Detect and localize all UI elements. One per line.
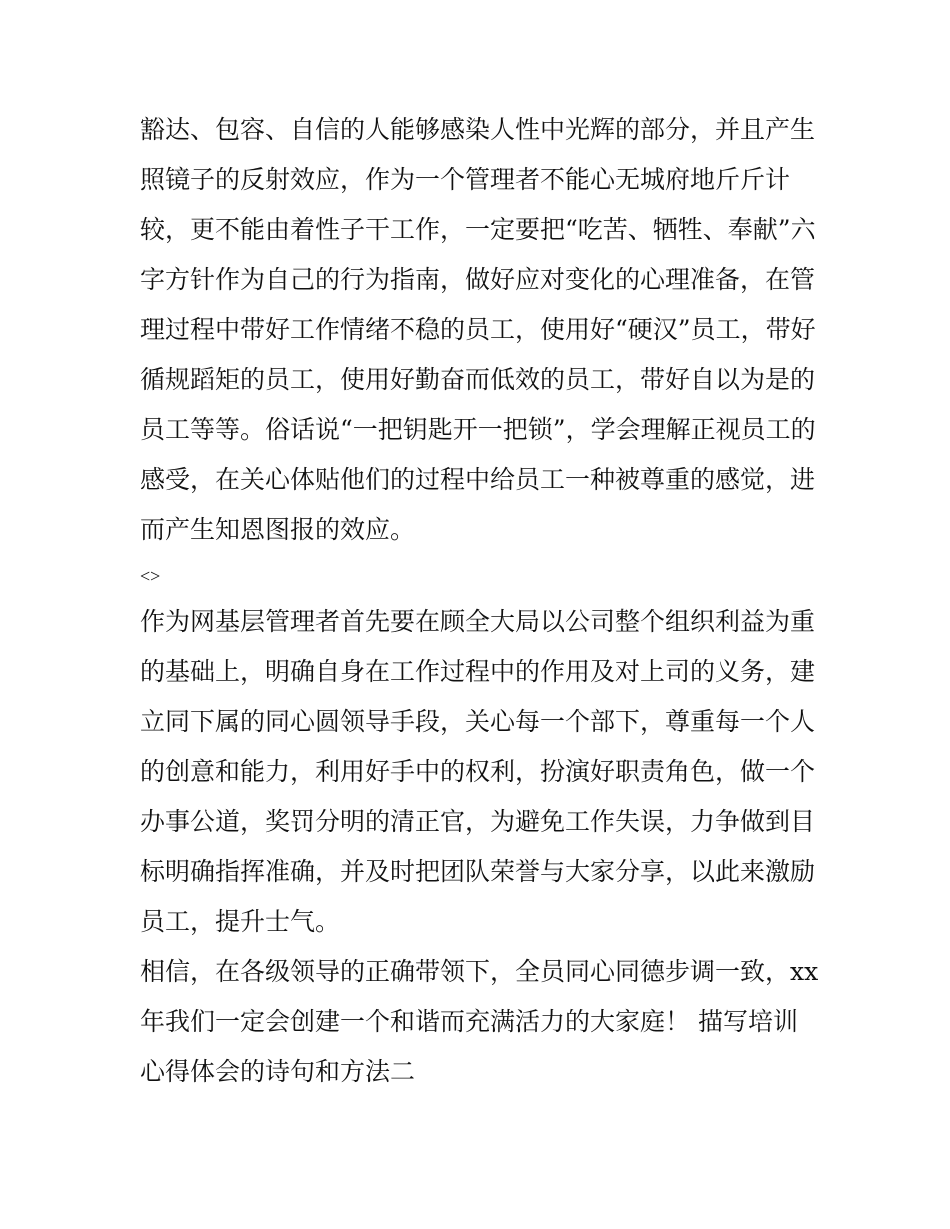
text-line: 员工，提升士气。 [140, 907, 341, 936]
text-line: 办事公道，奖罚分明的清正官，为避免工作失误，力争做到目 [140, 807, 816, 836]
text-line: 立同下属的同心圆领导手段，关心每一个部下，尊重每一个人 [140, 707, 816, 736]
document-body [140, 105, 820, 1097]
text-line: 相信，在各级领导的正确带领下，全员同心同德步调一致，xx [140, 957, 819, 986]
text-line: 而产生知恩图报的效应。 [140, 515, 416, 544]
section-separator: <> [140, 566, 161, 586]
text-line: 循规蹈矩的员工，使用好勤奋而低效的员工，带好自以为是的 [140, 365, 816, 394]
text-line: 理过程中带好工作情绪不稳的员工，使用好“硬汉”员工，带好 [140, 315, 816, 344]
text-line: 员工等等。俗话说“一把钥匙开一把锁”，学会理解正视员工的 [140, 415, 816, 444]
text-line: 标明确指挥准确，并及时把团队荣誉与大家分享，以此来激励 [140, 857, 816, 886]
paragraph-1 [140, 105, 820, 555]
text-line: 照镜子的反射效应，作为一个管理者不能心无城府地斤斤计 [140, 165, 791, 194]
text-line: 的创意和能力，利用好手中的权利，扮演好职责角色，做一个 [140, 757, 816, 786]
text-line: 感受，在关心体贴他们的过程中给员工一种被尊重的感觉，进 [140, 465, 816, 494]
text-line: 豁达、包容、自信的人能够感染人性中光辉的部分，并且产生 [140, 115, 816, 144]
text-line: 较，更不能由着性子干工作，一定要把“吃苦、牺牲、奉献”六 [140, 215, 816, 244]
text-line: 作为网基层管理者首先要在顾全大局以公司整个组织利益为重 [140, 607, 816, 636]
paragraph-3 [140, 947, 820, 1097]
text-line: 字方针作为自己的行为指南，做好应对变化的心理准备，在管 [140, 265, 816, 294]
text-line: 心得体会的诗句和方法二 [140, 1057, 416, 1086]
text-line: 年我们一定会创建一个和谐而充满活力的大家庭！ 描写培训 [140, 1007, 798, 1036]
paragraph-2 [140, 597, 820, 947]
text-line: 的基础上，明确自身在工作过程中的作用及对上司的义务，建 [140, 657, 816, 686]
